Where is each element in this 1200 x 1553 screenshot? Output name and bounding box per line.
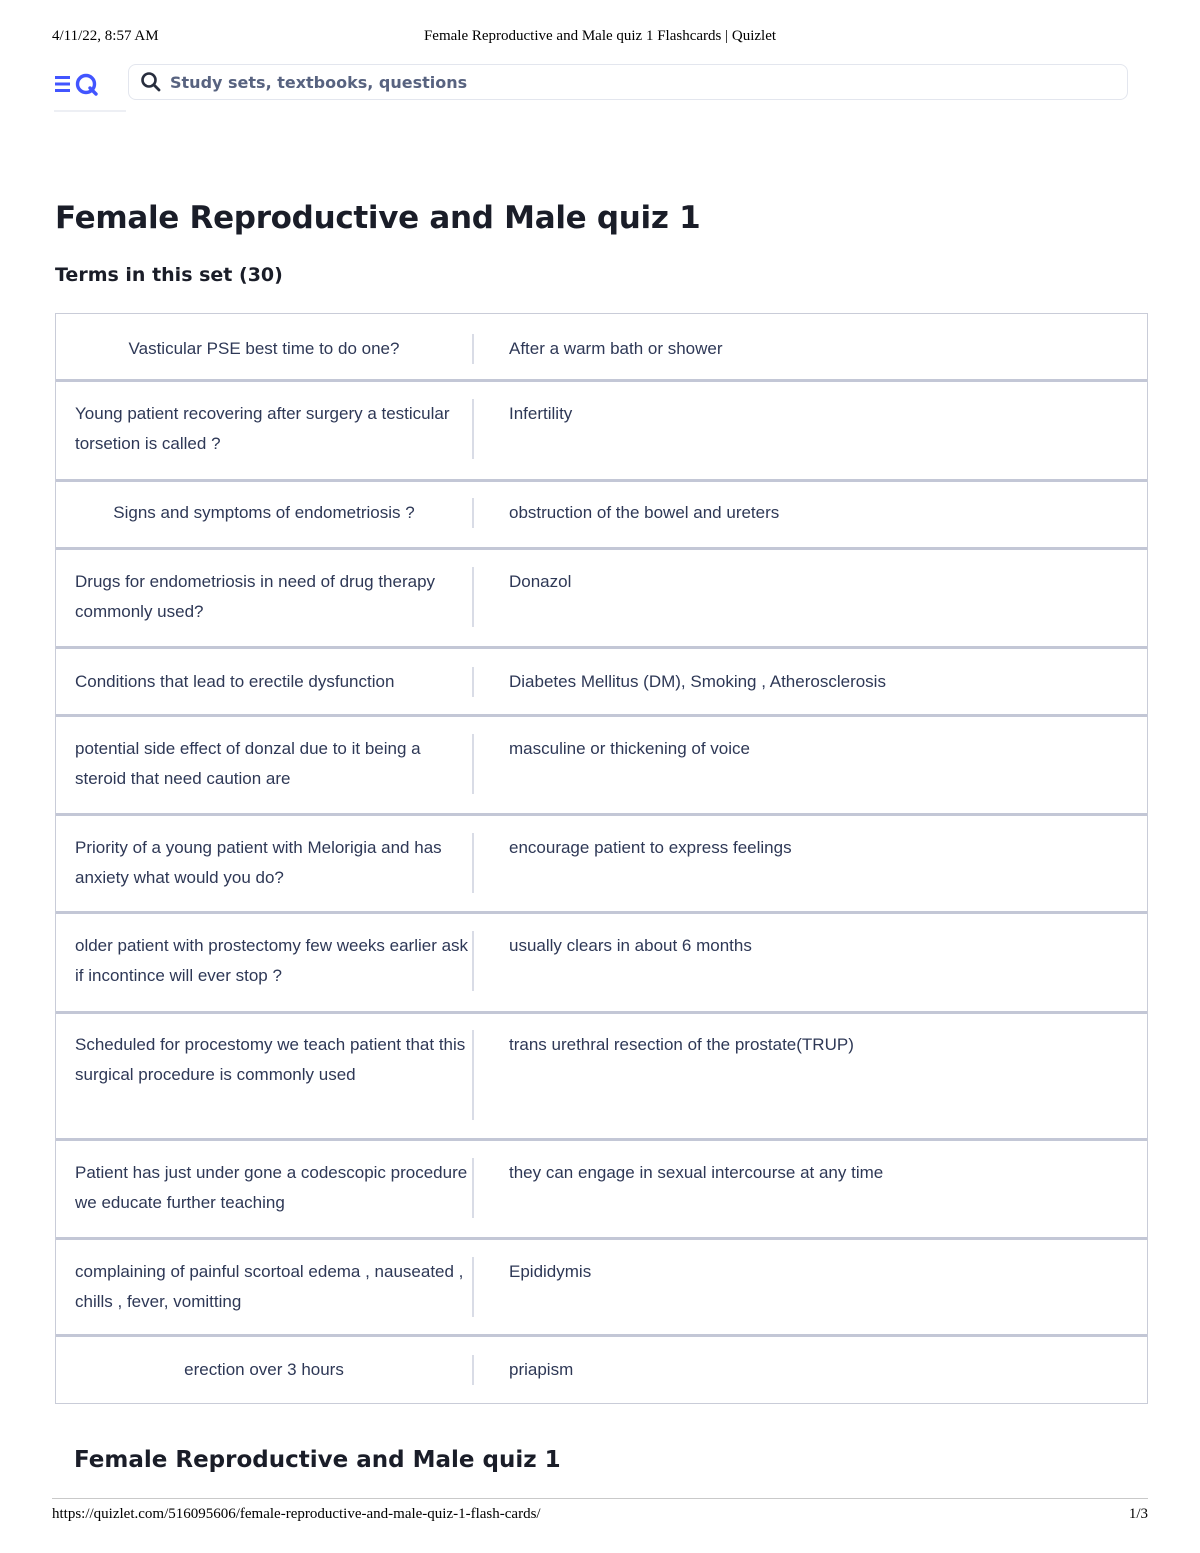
page-title: Female Reproductive and Male quiz 1 bbox=[55, 200, 701, 236]
term-text: complaining of painful scortoal edema , nauseated , chills , fever, vomitting bbox=[56, 1257, 474, 1317]
term-text: erection over 3 hours bbox=[56, 1355, 474, 1385]
definition-text: obstruction of the bowel and ureters bbox=[509, 503, 780, 522]
term-text: Patient has just under gone a codescopic procedure we educate further teaching bbox=[56, 1158, 474, 1218]
term-row bbox=[56, 914, 1147, 1014]
print-footer bbox=[52, 1506, 1148, 1526]
print-url: https://quizlet.com/516095606/female-reproductive-and-male-quiz-1-flash-cards/ bbox=[52, 1506, 541, 1522]
term-row bbox=[56, 649, 1147, 717]
term-text: Young patient recovering after surgery a testicular torsetion is called ? bbox=[56, 399, 474, 459]
term-row bbox=[56, 1240, 1147, 1337]
definition-text: Donazol bbox=[509, 572, 572, 591]
term-row bbox=[56, 1141, 1147, 1240]
term-row bbox=[56, 1337, 1147, 1403]
definition-text: they can engage in sexual intercourse at any time bbox=[509, 1163, 884, 1182]
term-text: older patient with prostectomy few weeks earlier ask if incontince will ever stop ? bbox=[56, 931, 474, 991]
definition-text: masculine or thickening of voice bbox=[509, 739, 750, 758]
term-text: potential side effect of donzal due to it being a steroid that need caution are bbox=[56, 734, 474, 794]
section-title: Female Reproductive and Male quiz 1 bbox=[74, 1447, 561, 1473]
term-row bbox=[56, 314, 1147, 382]
term-row bbox=[56, 717, 1147, 816]
definition-text: Diabetes Mellitus (DM), Smoking , Atherosclerosis bbox=[509, 672, 886, 691]
search-bar[interactable] bbox=[128, 64, 1128, 100]
term-row bbox=[56, 482, 1147, 550]
term-text: Signs and symptoms of endometriosis ? bbox=[56, 498, 474, 528]
search-input[interactable] bbox=[170, 73, 1127, 92]
term-row bbox=[56, 816, 1147, 914]
search-icon bbox=[140, 71, 162, 93]
print-page-title: Female Reproductive and Male quiz 1 Flashcards | Quizlet bbox=[423, 28, 777, 44]
quizlet-logo-icon[interactable] bbox=[54, 66, 126, 112]
footer-divider bbox=[52, 1498, 1148, 1499]
definition-text: trans urethral resection of the prostate(TRUP) bbox=[509, 1035, 854, 1054]
definition-text: After a warm bath or shower bbox=[509, 339, 723, 358]
terms-list bbox=[55, 313, 1148, 1404]
print-header bbox=[52, 28, 1148, 48]
page-number: 1/3 bbox=[1128, 1506, 1148, 1522]
terms-heading: Terms in this set (30) bbox=[55, 264, 283, 286]
definition-text: encourage patient to express feelings bbox=[509, 838, 792, 857]
term-text: Vasticular PSE best time to do one? bbox=[56, 334, 474, 364]
term-row bbox=[56, 550, 1147, 649]
definition-text: usually clears in about 6 months bbox=[509, 936, 752, 955]
definition-text: priapism bbox=[509, 1360, 574, 1379]
term-text: Priority of a young patient with Melorigia and has anxiety what would you do? bbox=[56, 833, 474, 893]
definition-text: Epididymis bbox=[509, 1262, 592, 1281]
definition-text: Infertility bbox=[509, 404, 573, 423]
term-text: Conditions that lead to erectile dysfunction bbox=[56, 667, 474, 697]
term-text: Scheduled for procestomy we teach patient that this surgical procedure is commonly used bbox=[56, 1030, 474, 1120]
print-date: 4/11/22, 8:57 AM bbox=[52, 28, 159, 44]
term-row bbox=[56, 382, 1147, 482]
term-row bbox=[56, 1014, 1147, 1141]
term-text: Drugs for endometriosis in need of drug therapy commonly used? bbox=[56, 567, 474, 627]
